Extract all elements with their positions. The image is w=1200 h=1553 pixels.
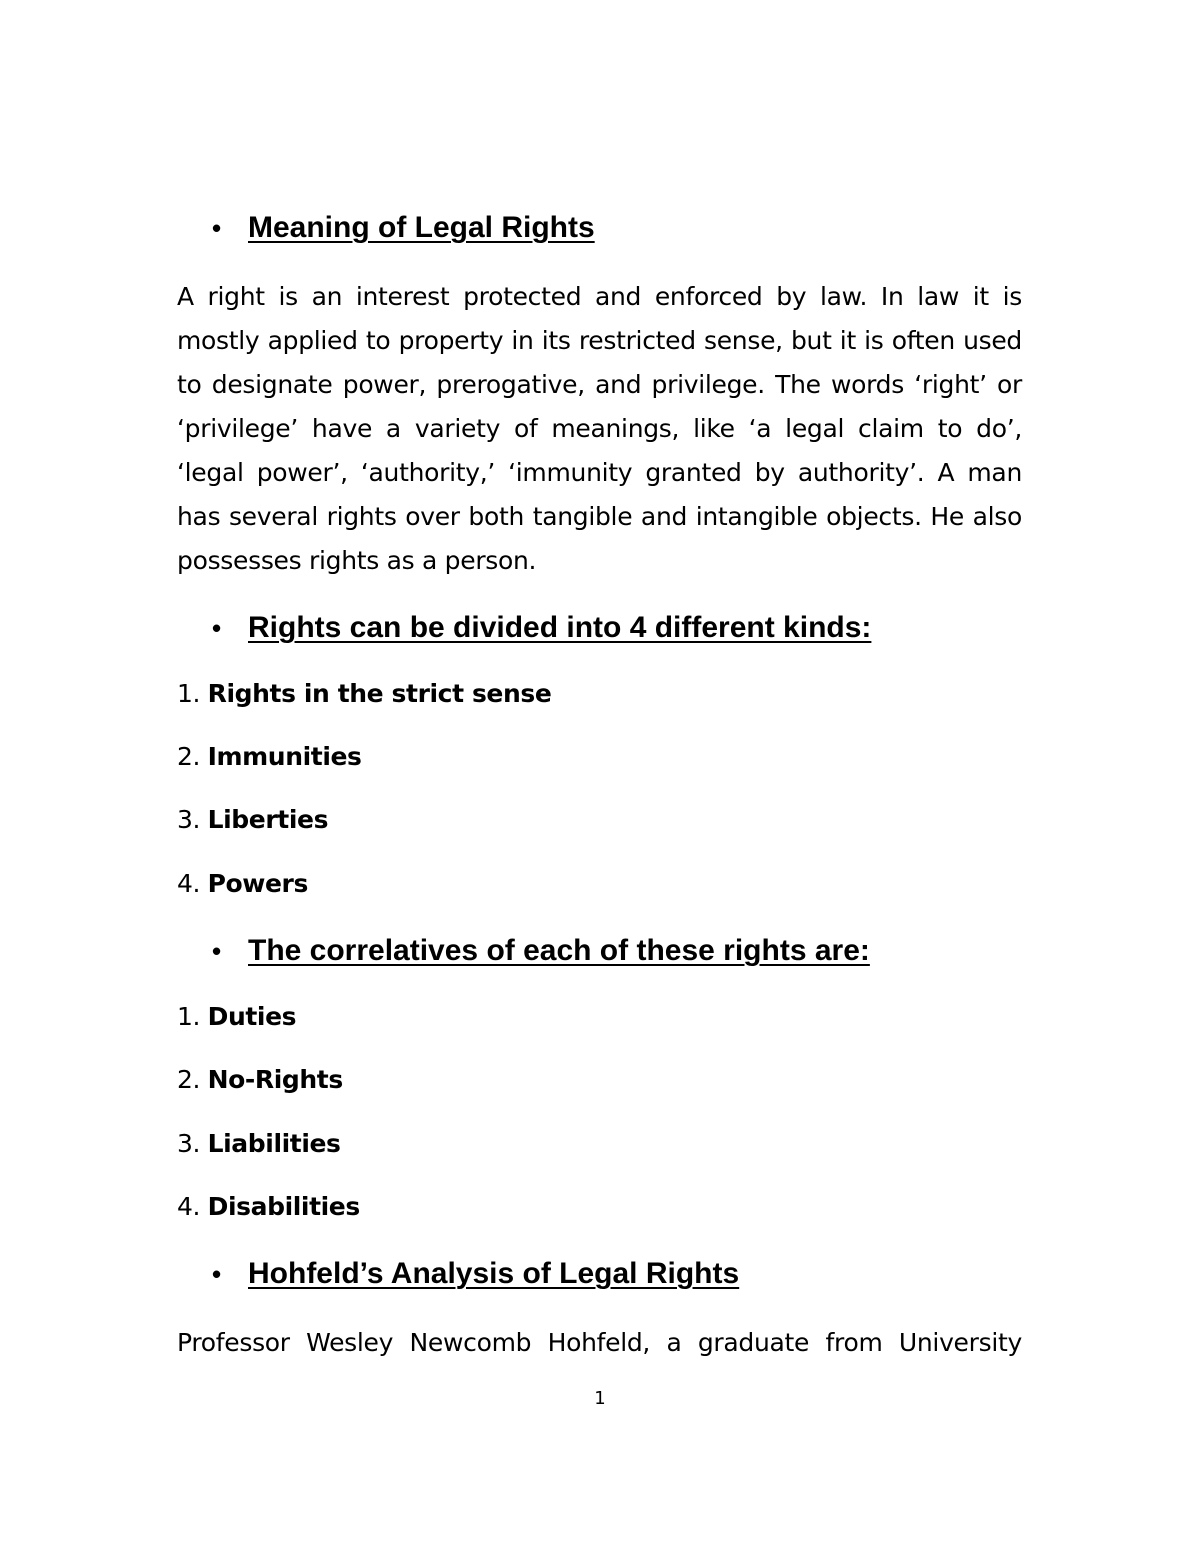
- list-number: 2.: [177, 742, 201, 771]
- list-item: [177, 804, 328, 836]
- list-text: Powers: [207, 869, 308, 898]
- list-item: [177, 1128, 341, 1160]
- bullet-icon: •: [212, 213, 222, 243]
- page-number: 1: [594, 1388, 606, 1409]
- list-number: 4.: [177, 869, 201, 898]
- list-text: Duties: [207, 1002, 297, 1031]
- heading-text: Hohfeld’s Analysis of Legal Rights: [248, 1257, 740, 1290]
- section-heading-correlatives: [212, 933, 870, 969]
- list-text: Liberties: [207, 805, 329, 834]
- list-item: [177, 1191, 360, 1223]
- heading-text: Rights can be divided into 4 different kinds:: [248, 611, 872, 644]
- list-item: [177, 868, 308, 900]
- section-heading-hohfeld: [212, 1256, 739, 1292]
- list-item: [177, 741, 362, 773]
- list-text: Rights in the strict sense: [207, 679, 552, 708]
- list-number: 2.: [177, 1065, 201, 1094]
- meaning-paragraph: A right is an interest protected and enforced by law. In law it is mostly applied to property in its restricted sense, but it is often used to designate power, prerogative, and privilege. The words ‘right’ or ‘privilege’ have a variety of meanings, like ‘a legal claim to do’, ‘legal power’, ‘authority,’ ‘immunity granted by authority’. A man has several rights over both tangible and intangible objects. He also possesses rights as a person.: [177, 282, 1022, 575]
- bullet-icon: •: [212, 936, 222, 966]
- list-number: 3.: [177, 1129, 201, 1158]
- list-number: 1.: [177, 679, 201, 708]
- list-number: 1.: [177, 1002, 201, 1031]
- heading-text: The correlatives of each of these rights are:: [248, 934, 870, 967]
- heading-text: Meaning of Legal Rights: [248, 211, 595, 244]
- list-item: [177, 1001, 296, 1033]
- bullet-icon: •: [212, 613, 222, 643]
- list-item: [177, 678, 551, 710]
- section-heading-kinds: [212, 610, 871, 646]
- list-text: No-Rights: [207, 1065, 343, 1094]
- list-text: Immunities: [207, 742, 362, 771]
- bullet-icon: •: [212, 1259, 222, 1289]
- hohfeld-paragraph: Professor Wesley Newcomb Hohfeld, a graduate from University: [177, 1328, 1022, 1357]
- list-number: 4.: [177, 1192, 201, 1221]
- list-text: Liabilities: [207, 1129, 341, 1158]
- list-text: Disabilities: [207, 1192, 360, 1221]
- list-number: 3.: [177, 805, 201, 834]
- section-heading-meaning: [212, 210, 595, 246]
- list-item: [177, 1064, 343, 1096]
